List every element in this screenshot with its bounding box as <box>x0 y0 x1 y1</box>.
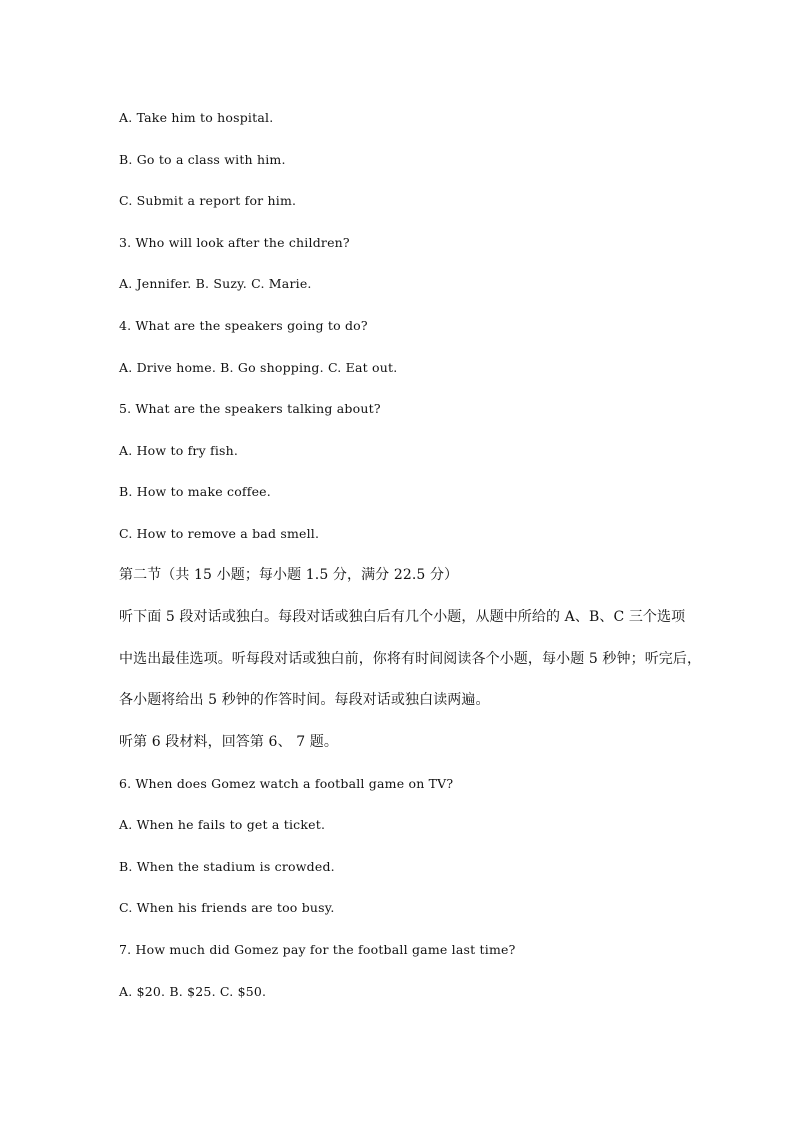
option-2a: A. Take him to hospital. <box>119 110 274 125</box>
option-6a: A. When he fails to get a ticket. <box>119 817 326 832</box>
option-5a: A. How to fry fish. <box>119 443 239 458</box>
instructions-line-1: 听下面 5 段对话或独白。每段对话或独白后有几个小题，从题中所给的 A、B、C 三个选项 <box>119 609 686 625</box>
option-6b: B. When the stadium is crowded. <box>119 859 335 874</box>
question-3: 3. Who will look after the children? <box>119 235 350 250</box>
options-3: A. Jennifer. B. Suzy. C. Marie. <box>119 276 312 291</box>
instructions-line-2: 中选出最佳选项。听每段对话或独白前，你将有时间阅读各个小题，每小题 5 秒钟；听完后， <box>119 651 702 667</box>
question-7: 7. How much did Gomez pay for the football game last time? <box>119 942 516 957</box>
option-2c: C. Submit a report for him. <box>119 193 297 208</box>
option-5b: B. How to make coffee. <box>119 484 271 499</box>
option-2b: B. Go to a class with him. <box>119 152 286 167</box>
instructions-line-3: 各小题将给出 5 秒钟的作答时间。每段对话或独白读两遍。 <box>119 692 490 708</box>
options-4: A. Drive home. B. Go shopping. C. Eat out. <box>119 360 398 375</box>
option-6c: C. When his friends are too busy. <box>119 900 335 915</box>
option-5c: C. How to remove a bad smell. <box>119 526 320 541</box>
question-6: 6. When does Gomez watch a football game on TV? <box>119 776 454 791</box>
options-7: A. $20. B. $25. C. $50. <box>119 984 267 999</box>
question-5: 5. What are the speakers talking about? <box>119 401 381 416</box>
section-heading: 第二节（共 15 小题；每小题 1.5 分，满分 22.5 分） <box>119 567 459 583</box>
question-4: 4. What are the speakers going to do? <box>119 318 368 333</box>
material-heading: 听第 6 段材料，回答第 6、 7 题。 <box>119 734 338 750</box>
